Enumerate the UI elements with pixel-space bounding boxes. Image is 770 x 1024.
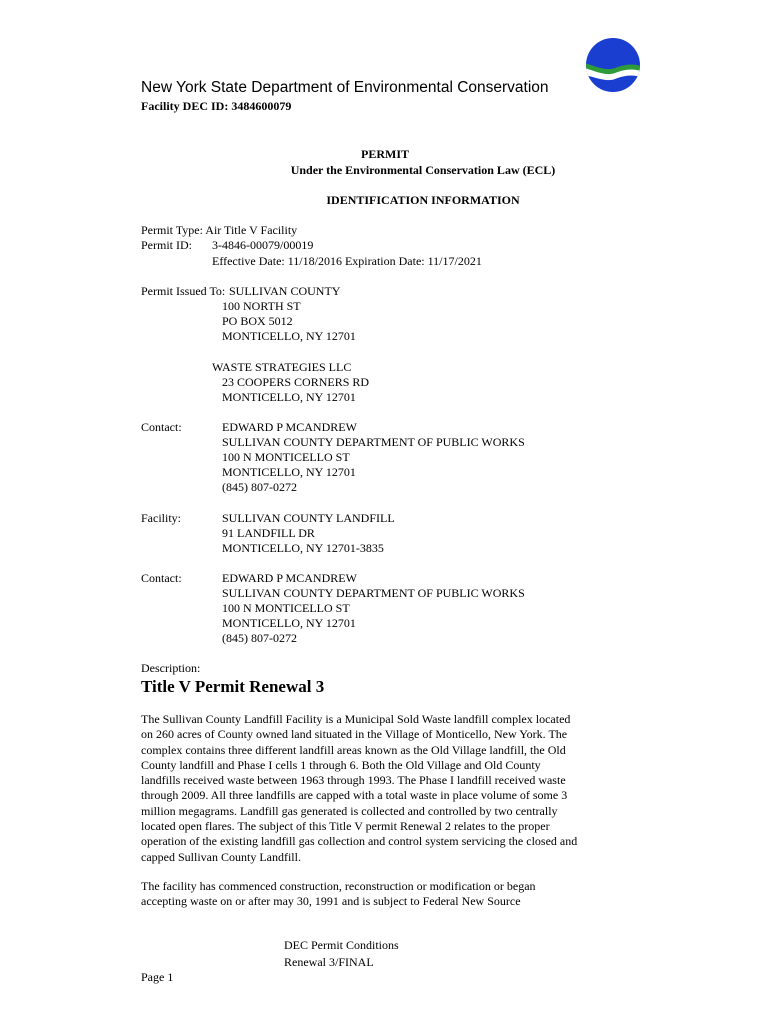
contact-block — [222, 420, 525, 495]
paragraph-line: operation of the existing landfill gas collection and control system servicing the closed and — [141, 834, 578, 849]
address-line: PO BOX 5012 — [222, 314, 293, 328]
description-paragraph — [141, 879, 536, 910]
paragraph-line: capped Sullivan County Landfill. — [141, 849, 301, 864]
contact-line: 100 N MONTICELLO ST — [222, 450, 350, 464]
permit-dates: Effective Date: 11/18/2016 Expiration Date: 11/17/2021 — [212, 254, 482, 268]
permit-id-value: 3-4846-00079/00019 — [212, 238, 314, 252]
address-line: 100 NORTH ST — [222, 299, 301, 313]
issued-to-name: SULLIVAN COUNTY — [229, 284, 341, 298]
identification-heading: IDENTIFICATION INFORMATION — [326, 193, 520, 207]
paragraph-line: County landfill and Phase I cells 1 through 6. Both the Old Village and Old County — [141, 757, 541, 772]
address-line: 23 COOPERS CORNERS RD — [222, 375, 370, 389]
second-permittee-name: WASTE STRATEGIES LLC — [212, 360, 352, 374]
contact-line: SULLIVAN COUNTY DEPARTMENT OF PUBLIC WORKS — [222, 435, 525, 449]
facility-dec-id: Facility DEC ID: 3484600079 — [141, 99, 292, 113]
paragraph-line: on 260 acres of County owned land situated in the Village of Monticello, New York. The — [141, 727, 568, 742]
paragraph-line: landfills received waste between 1963 through 1993. The Phase I landfill received waste — [141, 773, 566, 788]
permit-type: Permit Type: Air Title V Facility — [141, 223, 298, 237]
paragraph-line: The Sullivan County Landfill Facility is a Municipal Sold Waste landfill complex located — [141, 712, 571, 726]
contact-block — [222, 571, 525, 646]
contact-line: MONTICELLO, NY 12701 — [222, 465, 356, 479]
paragraph-line: through 2009. All three landfills are capped with a total waste in place volume of some 3 — [141, 788, 568, 803]
facility-line: SULLIVAN COUNTY LANDFILL — [222, 511, 395, 525]
page-number: Page 1 — [141, 970, 174, 984]
contact-line: 100 N MONTICELLO ST — [222, 601, 350, 615]
permit-id-label: Permit ID: — [141, 238, 192, 252]
facility-line: 91 LANDFILL DR — [222, 526, 315, 540]
address-line: MONTICELLO, NY 12701 — [222, 390, 356, 404]
description-heading: Title V Permit Renewal 3 — [141, 677, 325, 696]
contact-line: MONTICELLO, NY 12701 — [222, 616, 356, 630]
contact-line: (845) 807-0272 — [222, 480, 297, 494]
description-paragraph — [141, 712, 577, 865]
paragraph-line: The facility has commenced construction, reconstruction or modification or began — [141, 879, 536, 893]
paragraph-line: million megagrams. Landfill gas generated is collected and controlled by two centrally — [141, 803, 558, 818]
paragraph-line: accepting waste on or after may 30, 1991 and is subject to Federal New Source — [141, 894, 521, 909]
footer-conditions: DEC Permit Conditions — [284, 938, 399, 952]
contact-label: Contact: — [141, 420, 182, 434]
address-line: MONTICELLO, NY 12701 — [222, 329, 356, 343]
facility-label: Facility: — [141, 511, 181, 525]
footer-renewal: Renewal 3/FINAL — [284, 955, 374, 969]
agency-name: New York State Department of Environmental Conservation — [141, 79, 549, 96]
ecl-subheading: Under the Environmental Conservation Law (ECL) — [290, 163, 556, 177]
issued-to-address — [222, 299, 356, 344]
contact-line: SULLIVAN COUNTY DEPARTMENT OF PUBLIC WORKS — [222, 586, 525, 600]
description-label: Description: — [141, 661, 201, 675]
paragraph-line: located open flares. The subject of this Title V permit Renewal 2 relates to the proper — [141, 819, 550, 834]
facility-block — [222, 511, 395, 556]
contact-line: EDWARD P MCANDREW — [222, 420, 357, 434]
nysdec-logo-icon — [585, 37, 641, 93]
permit-heading: PERMIT — [361, 147, 409, 161]
paragraph-line: complex contains three different landfill areas known as the Old Village landfill, the Old — [141, 742, 566, 757]
issued-to-label: Permit Issued To: — [141, 284, 226, 298]
contact-line: EDWARD P MCANDREW — [222, 571, 357, 585]
second-permittee-address — [222, 375, 369, 405]
contact-line: (845) 807-0272 — [222, 631, 297, 645]
facility-line: MONTICELLO, NY 12701-3835 — [222, 541, 384, 555]
contact-label: Contact: — [141, 571, 182, 585]
